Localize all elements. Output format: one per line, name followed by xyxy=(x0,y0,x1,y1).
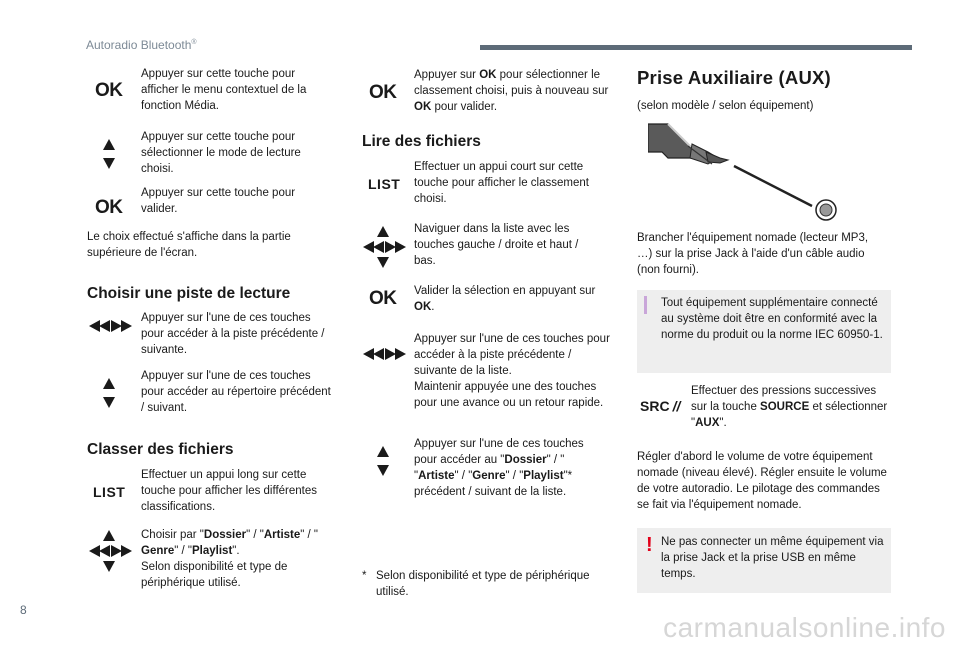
heading-prise-aux: Prise Auxiliaire (AUX) xyxy=(637,67,831,88)
heading-choisir-piste: Choisir une piste de lecture xyxy=(87,285,291,302)
col1-p2: Appuyer sur cette touche pour sélectionner le mode de lecture choisi. xyxy=(141,131,301,175)
running-header: Autoradio Bluetooth® xyxy=(86,38,197,52)
arrow-up-icon xyxy=(103,530,115,541)
prev-track-icon-2 xyxy=(373,348,384,360)
watermark: carmanualsonline.info xyxy=(663,612,946,643)
col1-p5: Appuyer sur l'une de ces touches pour accéder à la piste précédente / suivante. xyxy=(141,312,325,356)
col1-p3: Appuyer sur cette touche pour valider. xyxy=(141,187,296,215)
arrow-down-icon xyxy=(377,465,389,476)
col2-p2: Effectuer un appui court sur cette touche pour afficher le classement choisi. xyxy=(414,161,589,205)
col2-p1: Appuyer sur OK pour sélectionner le classement choisi, puis à nouveau sur OK pour valider. xyxy=(414,69,609,113)
next-track-icon-2 xyxy=(395,348,406,360)
prev-icon-2 xyxy=(99,545,110,557)
arrow-up-icon xyxy=(377,226,389,237)
ok-button-icon: OK xyxy=(95,197,123,218)
prev-track-icon-2 xyxy=(99,320,110,332)
arrow-down-icon xyxy=(103,397,115,408)
col2-p3: Naviguer dans la liste avec les touches gauche / droite et haut / bas. xyxy=(414,223,579,267)
src-button-icon: SRC // xyxy=(640,398,681,414)
arrow-up-icon xyxy=(103,139,115,150)
header-rule xyxy=(480,45,912,50)
page-number: 8 xyxy=(20,603,27,617)
jack-plug-illustration xyxy=(648,122,848,222)
footnote-mark: * xyxy=(362,570,367,582)
info-icon xyxy=(644,296,647,314)
col2-p5: Appuyer sur l'une de ces touches pour accéder à la piste précédente / suivante de la liste. Maintenir appuyée une des touches pour une avance ou un retour rapide. xyxy=(414,333,610,409)
next-icon-2 xyxy=(121,545,132,557)
arrow-up-icon xyxy=(377,446,389,457)
info-text: Tout équipement supplémentaire connecté au système doit être en conformité avec la norme du produit ou la norme IEC 60950-1. xyxy=(661,297,883,341)
arrow-down-icon xyxy=(103,158,115,169)
ok-button-icon: OK xyxy=(369,288,397,309)
col1-p4: Le choix effectué s'affiche dans la partie supérieure de l'écran. xyxy=(87,231,291,259)
right-icon-2 xyxy=(395,241,406,253)
list-button-icon: LIST xyxy=(93,484,126,500)
heading-classer-fichiers: Classer des fichiers xyxy=(87,441,234,458)
col2-p6: Appuyer sur l'une de ces touches pour accéder au "Dossier" / " "Artiste" / "Genre" / "Playlist"* précédent / suivant de la liste. xyxy=(414,438,584,498)
ok-button-icon: OK xyxy=(369,82,397,103)
col1-p6: Appuyer sur l'une de ces touches pour accéder au répertoire précédent / suivant. xyxy=(141,370,331,414)
col1-p7: Effectuer un appui long sur cette touche pour afficher les différentes classifications. xyxy=(141,469,318,513)
arrow-down-icon xyxy=(103,561,115,572)
left-icon-2 xyxy=(373,241,384,253)
footnote: Selon disponibilité et type de périphérique utilisé. xyxy=(376,570,590,598)
registered-mark: ® xyxy=(191,39,197,46)
arrow-up-icon xyxy=(103,378,115,389)
col1-p8: Choisir par "Dossier" / "Artiste" / " Genre" / "Playlist". Selon disponibilité et type de périphérique utilisé. xyxy=(141,529,319,589)
heading-lire-fichiers: Lire des fichiers xyxy=(362,133,481,150)
arrow-down-icon xyxy=(377,257,389,268)
aux-subtitle: (selon modèle / selon équipement) xyxy=(637,100,814,112)
next-track-icon-2 xyxy=(121,320,132,332)
aux-p3: Régler d'abord le volume de votre équipement nomade (niveau élevé). Régler ensuite le volume de votre autoradio. Le pilotage des commandes se fait via l'équipement nomade. xyxy=(637,451,887,511)
col2-p4: Valider la sélection en appuyant sur OK. xyxy=(414,285,596,313)
warning-text: Ne pas connecter un même équipement via la prise Jack et la prise USB en même temps. xyxy=(661,536,884,580)
warning-icon: ! xyxy=(646,534,653,556)
ok-button-icon: OK xyxy=(95,80,123,101)
list-button-icon: LIST xyxy=(368,176,401,192)
aux-p2: Effectuer des pressions successives sur la touche SOURCE et sélectionner "AUX". xyxy=(691,385,888,429)
aux-p1: Brancher l'équipement nomade (lecteur MP3, …) sur la prise Jack à l'aide d'un câble audio (non fourni). xyxy=(637,232,869,276)
col1-p1: Appuyer sur cette touche pour afficher le menu contextuel de la fonction Média. xyxy=(141,68,307,112)
